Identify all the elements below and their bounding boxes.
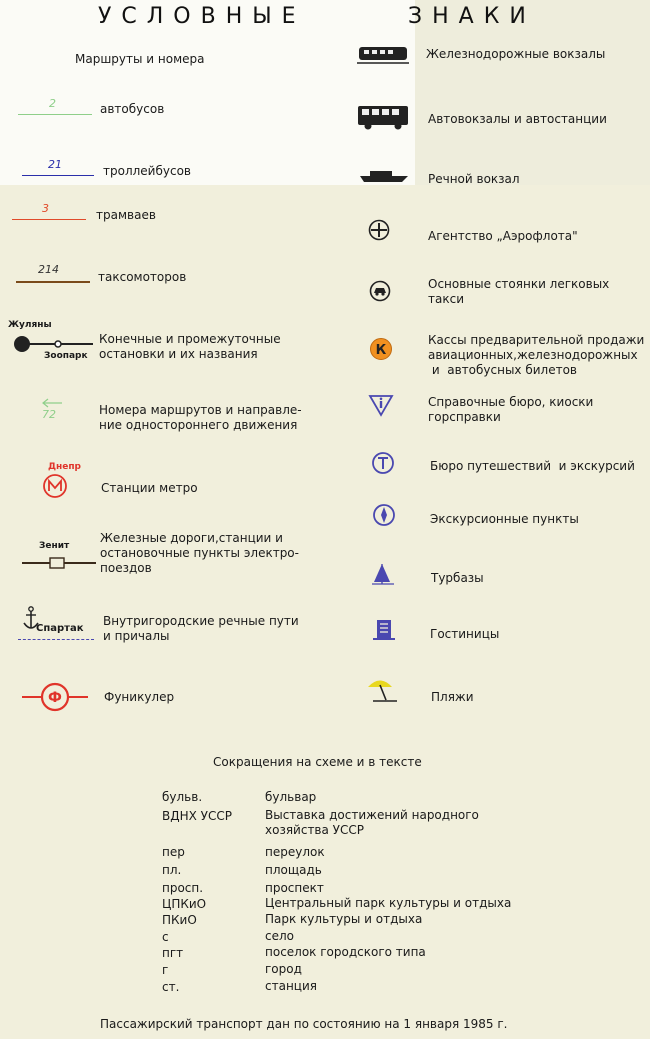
trolley-label: троллейбусов xyxy=(103,164,191,178)
river-station-label: Речной вокзал xyxy=(428,172,520,186)
tram-route-number: 3 xyxy=(42,202,49,215)
funicular-label: Фуникулер xyxy=(104,690,175,704)
svg-text:Ф: Ф xyxy=(48,690,62,706)
hotel-label: Гостиницы xyxy=(430,627,500,641)
train-icon xyxy=(357,44,409,66)
bus-label: автобусов xyxy=(100,102,165,116)
legend-title-right: ЗНАКИ xyxy=(408,4,536,29)
abbr-key: с xyxy=(162,930,169,944)
info-bureau-label: Справочные бюро, киоски горсправки xyxy=(428,395,594,424)
routes-subtitle: Маршруты и номера xyxy=(75,52,205,66)
metro-icon xyxy=(40,473,70,499)
abbr-value: бульвар xyxy=(265,790,317,804)
taxi-route-number: 214 xyxy=(38,263,59,276)
railway-station-icon xyxy=(20,555,98,571)
abbr-key: ВДНХ УССР xyxy=(162,809,232,823)
bus-route-number: 2 xyxy=(49,97,56,110)
railway-station-label: Железнодорожные вокзалы xyxy=(426,47,606,61)
abbr-value: село xyxy=(265,929,294,943)
abbr-value: Центральный парк культуры и отдыха xyxy=(265,896,512,910)
abbr-key: бульв. xyxy=(162,790,203,804)
footer-note: Пассажирский транспорт дан по состоянию на 1 января 1985 г. xyxy=(100,1017,508,1031)
beach-label: Пляжи xyxy=(431,690,474,704)
river-label: Внутригородские речные пути и причалы xyxy=(103,614,299,643)
abbr-key: ЦПКиО xyxy=(162,897,207,911)
ticket-office-label: Кассы предварительной продажи авиационных,железнодорожных и автобусных билетов xyxy=(428,333,645,377)
terminal-stop-name: Жуляны xyxy=(8,320,52,330)
terminal-label: Конечные и промежуточные остановки и их названия xyxy=(99,332,281,361)
bus-icon xyxy=(356,104,410,132)
abbr-key: пл. xyxy=(162,863,182,877)
travel-bureau-icon xyxy=(371,451,395,475)
abbreviations-title: Сокращения на схеме и в тексте xyxy=(213,755,422,769)
oneway-arrow-icon xyxy=(40,398,66,408)
rail-label: Железные дороги,станции и остановочные пункты электро- поездов xyxy=(100,531,299,575)
abbr-value: город xyxy=(265,962,302,976)
hotel-icon xyxy=(372,618,396,642)
trolley-route-line xyxy=(22,175,94,176)
abbr-key: просп. xyxy=(162,881,204,895)
legend-title-left: УСЛОВНЫЕ xyxy=(98,4,306,29)
funicular-icon xyxy=(20,681,90,713)
abbr-key: ПКиО xyxy=(162,913,197,927)
tram-label: трамваев xyxy=(96,208,156,222)
abbr-value: Выставка достижений народного хозяйства УССР xyxy=(265,808,479,837)
abbr-value: переулок xyxy=(265,845,325,859)
abbr-key: г xyxy=(162,963,169,977)
oneway-label: Номера маршрутов и направле- ние одностороннего движения xyxy=(99,403,302,432)
abbr-key: пгт xyxy=(162,946,184,960)
abbr-value: поселок городского типа xyxy=(265,945,426,959)
trolley-route-number: 21 xyxy=(48,158,62,171)
svg-text:К: К xyxy=(375,343,387,358)
abbr-key: пер xyxy=(162,845,185,859)
travel-bureau-label: Бюро путешествий и экскурсий xyxy=(430,459,635,473)
abbr-key: ст. xyxy=(162,980,180,994)
info-bureau-icon xyxy=(368,393,394,417)
beach-umbrella-icon xyxy=(365,676,399,704)
abbr-value: Парк культуры и отдыха xyxy=(265,912,423,926)
intermediate-stop-name: Зоопарк xyxy=(44,351,88,361)
tourbase-label: Турбазы xyxy=(431,571,484,585)
aeroflot-label: Агентство „Аэрофлота" xyxy=(428,229,578,243)
taxi-route-line xyxy=(16,281,90,283)
excursion-point-icon xyxy=(372,503,396,527)
taxi-stand-icon xyxy=(369,280,391,302)
abbr-value: проспект xyxy=(265,881,324,895)
river-pier-name: Спартак xyxy=(36,623,84,634)
bus-station-label: Автовокзалы и автостанции xyxy=(428,112,607,126)
ship-icon xyxy=(358,168,410,184)
river-route-line xyxy=(18,639,94,640)
abbr-value: площадь xyxy=(265,863,322,877)
metro-label: Станции метро xyxy=(101,481,198,495)
tram-route-line xyxy=(12,219,86,220)
rail-station-name: Зенит xyxy=(39,541,70,551)
taxi-label: таксомоторов xyxy=(98,270,187,284)
aeroflot-icon xyxy=(368,219,390,241)
ticket-office-icon xyxy=(369,337,393,361)
abbr-value: станция xyxy=(265,979,317,993)
taxi-stand-label: Основные стоянки легковых такси xyxy=(428,277,610,306)
tourbase-icon xyxy=(370,562,396,586)
metro-station-name: Днепр xyxy=(48,462,81,472)
bus-route-line xyxy=(18,114,92,115)
excursion-point-label: Экскурсионные пункты xyxy=(430,512,579,526)
oneway-route-number: 72 xyxy=(42,408,56,421)
